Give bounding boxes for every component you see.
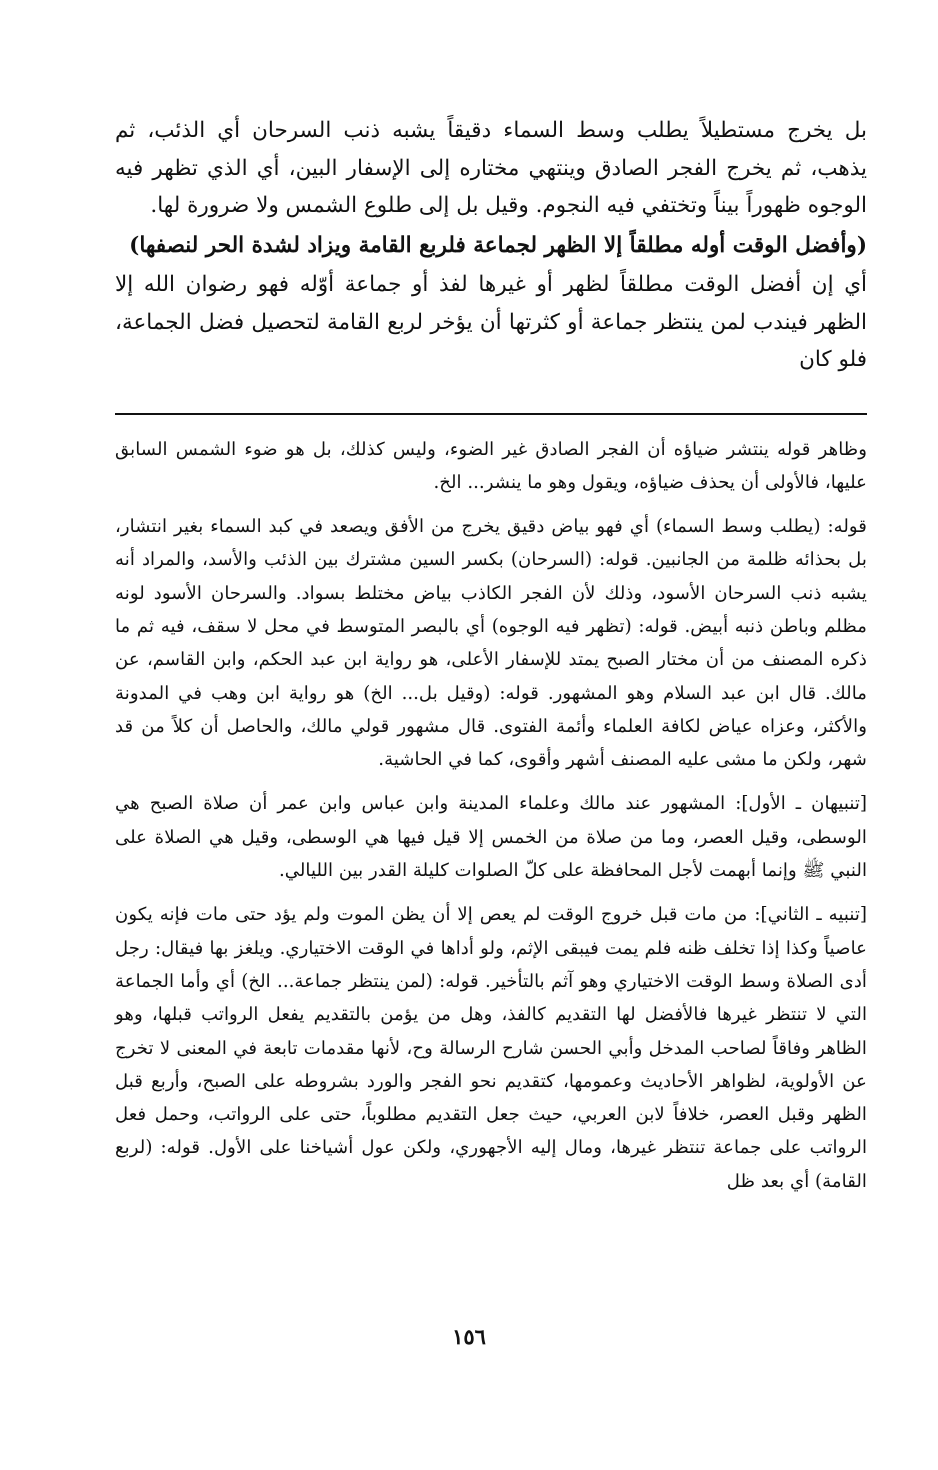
footnote-3: [تنبيهان ـ الأول]: المشهور عند مالك وعلماء المدينة وابن عباس وابن عمر أن صلاة الصبح هي الوسطى، وقيل العصر، وما من صلاة من الخمس إلا قيل فيها هي الوسطى، وقيل هي الصلاة على النبي ﷺ وإنما أبهمت لأجل المحافظة على كلّ الصلوات كليلة القدر بين الليالي. xyxy=(115,793,867,882)
main-text xyxy=(115,112,867,379)
main-paragraph-2: أي إن أفضل الوقت مطلقاً لظهر أو غيرها لفذ أو جماعة أوّله فهو رضوان الله إلا الظهر فيندب لمن ينتظر جماعة أو كثرتها أن يؤخر لربع القامة لتحصيل فضل الجماعة، فلو كان xyxy=(115,272,867,372)
main-paragraph-1: بل يخرج مستطيلاً يطلب وسط السماء دقيقاً يشبه ذنب السرحان أي الذئب، ثم يذهب، ثم يخرج الفجر الصادق وينتهي مختاره إلى الإسفار البين، أي الذي تظهر فيه الوجوه ظهوراً بيناً وتختفي فيه النجوم. وقيل بل إلى طلوع الشمس ولا ضرورة لها. xyxy=(115,118,867,218)
footnote-1: وظاهر قوله ينتشر ضياؤه أن الفجر الصادق غير الضوء، وليس كذلك، بل هو ضوء الشمس السابق عليها، فالأولى أن يحذف ضياؤه، ويقول وهو ما ينشر... الخ. xyxy=(115,438,867,493)
page-body xyxy=(115,112,867,1198)
matn-heading: (وأفضل الوقت أوله مطلقاً إلا الظهر لجماعة فلربع القامة ويزاد لشدة الحر لنصفها) xyxy=(129,232,867,258)
footnote-4: [تنبيه ـ الثاني]: من مات قبل خروج الوقت لم يعص إلا أن يظن الموت ولم يؤد حتى مات فإنه يكون عاصياً وكذا إذا تخلف ظنه فلم يمت فيبقى الإثم، ولو أداها في الوقت الاختياري. ويلغز بها فيقال: رجل أدى الصلاة وسط الوقت الاختياري وهو آثم بالتأخير. قوله: (لمن ينتظر جماعة... الخ) أي وأما الجماعة التي لا تنتظر غيرها فالأفضل لها التقديم كالفذ، وهل من يؤمن بالتقديم يفعل الرواتب قبلها، وهو الظاهر وفاقاً لصاحب المدخل وأبي الحسن شارح الرسالة وح، لأنها مقدمات تابعة في المعنى لا تخرج عن الأولوية، لظواهر الأحاديث وعمومها، كتقديم نحو الفجر والورد بشروطه على الصبح، وأربع قبل الظهر وقبل العصر، خلافاً لابن العربي، حيث جعل التقديم مطلوباً، حتى على الرواتب، وحمل فعل الرواتب على جماعة تنتظر غيرها، ومال إليه الأجهوري، ولكن عول أشياخنا على الأول. قوله: (لربع القامة) أي بعد ظل xyxy=(115,904,868,1192)
footnotes xyxy=(115,433,867,1199)
footnote-2: قوله: (يطلب وسط السماء) أي فهو بياض دقيق يخرج من الأفق ويصعد في كبد السماء بغير انتشار، بل بحذائه ظلمة من الجانبين. قوله: (السرحان) بكسر السين مشترك بين الذئب والأسد، والمراد أنه يشبه ذنب السرحان الأسود، وذلك لأن الفجر الكاذب بياض مختلط بسواد. والسرحان الأسود لونه مظلم وباطن ذنبه أبيض. قوله: (تظهر فيه الوجوه) أي بالبصر المتوسط في محل لا سقف، فيه ثم ما ذكره المصنف من أن مختار الصبح يمتد للإسفار الأعلى، هو رواية ابن عبد الحكم، وابن القاسم، عن مالك. قال ابن عبد السلام وهو المشهور. قوله: (وقيل بل... الخ) هو رواية ابن وهب في المدونة والأكثر، وعزاه عياض لكافة العلماء وأئمة الفتوى. قال مشهور قولي مالك، والحاصل أن كلاً من قد شهر، ولكن ما مشى عليه المصنف أشهر وأقوى، كما في الحاشية. xyxy=(115,516,867,771)
footnote-separator xyxy=(115,413,867,415)
page-number: ١٥٦ xyxy=(452,1324,486,1349)
